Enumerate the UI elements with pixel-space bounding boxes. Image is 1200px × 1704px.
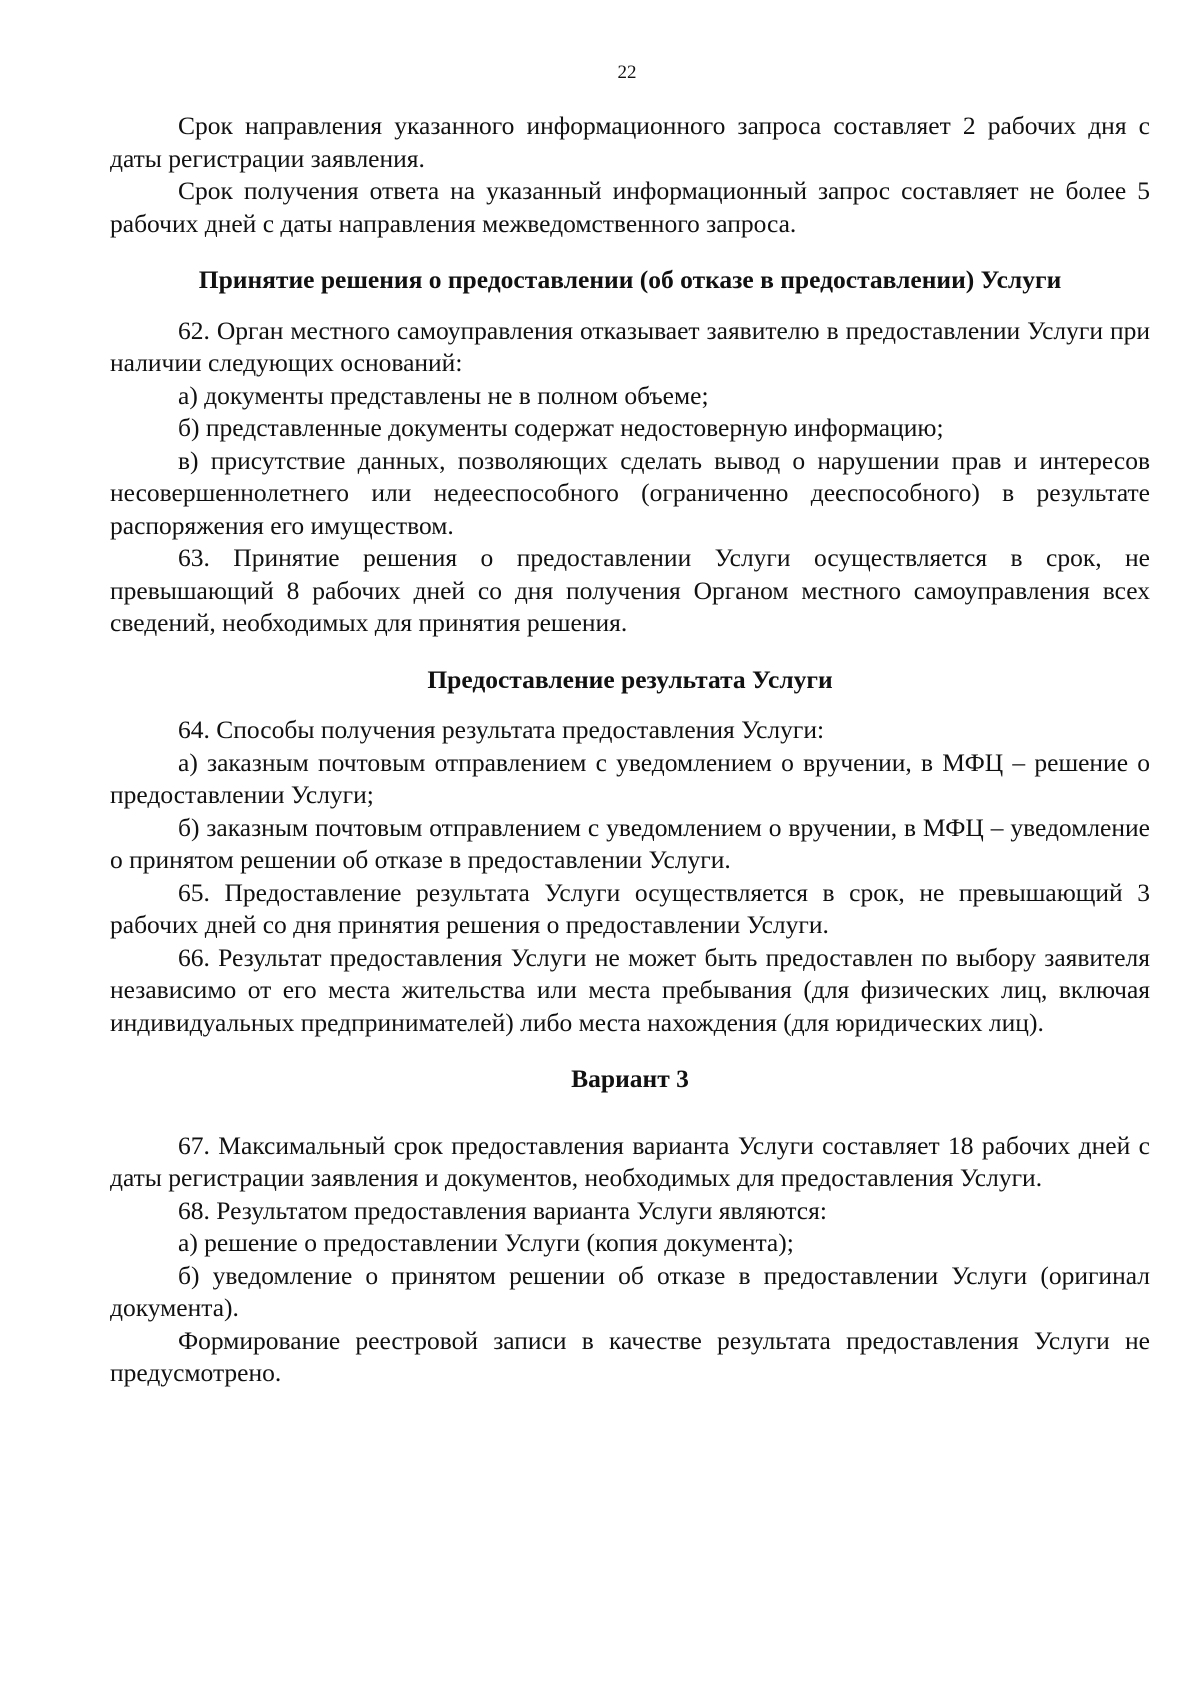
paragraph-67: 67. Максимальный срок предоставления варианта Услуги составляет 18 рабочих дней с даты регистрации заявления и документов, необходимых для предоставления Услуги. — [110, 1130, 1150, 1192]
paragraph-65: 65. Предоставление результата Услуги осуществляется в срок, не превышающий 3 рабочих дней со дня принятия решения о предоставлении Услуги. — [110, 877, 1150, 939]
paragraph-64-a: а) заказным почтовым отправлением с уведомлением о вручении, в МФЦ – решение о предоставлении Услуги; — [110, 747, 1150, 809]
page-number: 22 — [617, 62, 637, 83]
paragraph-66: 66. Результат предоставления Услуги не может быть предоставлен по выбору заявителя независимо от его места жительства или места пребывания (для физических лиц, включая индивидуальных предпринимателей) либо места нахождения (для юридических лиц). — [110, 942, 1150, 1037]
section-heading-decision: Принятие решения о предоставлении (об отказе в предоставлении) Услуги — [198, 265, 1062, 294]
section-heading-result: Предоставление результата Услуги — [427, 664, 833, 694]
paragraph-68-a: а) решение о предоставлении Услуги (копия документа); — [178, 1228, 794, 1257]
paragraph-68: 68. Результатом предоставления варианта Услуги являются: — [178, 1195, 827, 1225]
document-body — [110, 110, 1150, 1390]
paragraph-64-b: б) заказным почтовым отправлением с уведомлением о вручении, в МФЦ – уведомление о принятом решении об отказе в предоставлении Услуги. — [110, 812, 1150, 874]
paragraph-64: 64. Способы получения результата предоставления Услуги: — [178, 715, 825, 744]
paragraph-68-b: б) уведомление о принятом решении об отказе в предоставлении Услуги (оригинал документа). — [110, 1260, 1150, 1322]
paragraph-62: 62. Орган местного самоуправления отказывает заявителю в предоставлении Услуги при наличии следующих оснований: — [110, 315, 1150, 377]
paragraph-request-deadline: Срок направления указанного информационного запроса составляет 2 рабочих дня с даты регистрации заявления. — [110, 111, 1150, 173]
paragraph-62-a: а) документы представлены не в полном объеме; — [178, 380, 709, 410]
paragraph-62-b: б) представленные документы содержат недостоверную информацию; — [178, 413, 944, 442]
paragraph-63: 63. Принятие решения о предоставлении Услуги осуществляется в срок, не превышающий 8 рабочих дней со дня получения Органом местного самоуправления всех сведений, необходимых для принятия решения. — [110, 543, 1150, 637]
paragraph-response-deadline: Срок получения ответа на указанный информационный запрос составляет не более 5 рабочих дней с даты направления межведомственного запроса. — [110, 176, 1150, 238]
section-heading-variant-3: Вариант 3 — [571, 1064, 689, 1093]
paragraph-registry-note: Формирование реестровой записи в качестве результата предоставления Услуги не предусмотрено. — [110, 1325, 1150, 1387]
paragraph-62-c: в) присутствие данных, позволяющих сделать вывод о нарушении прав и интересов несовершеннолетнего или недееспособного (ограниченно дееспособного) в результате распоряжения его имуществом. — [110, 445, 1150, 540]
